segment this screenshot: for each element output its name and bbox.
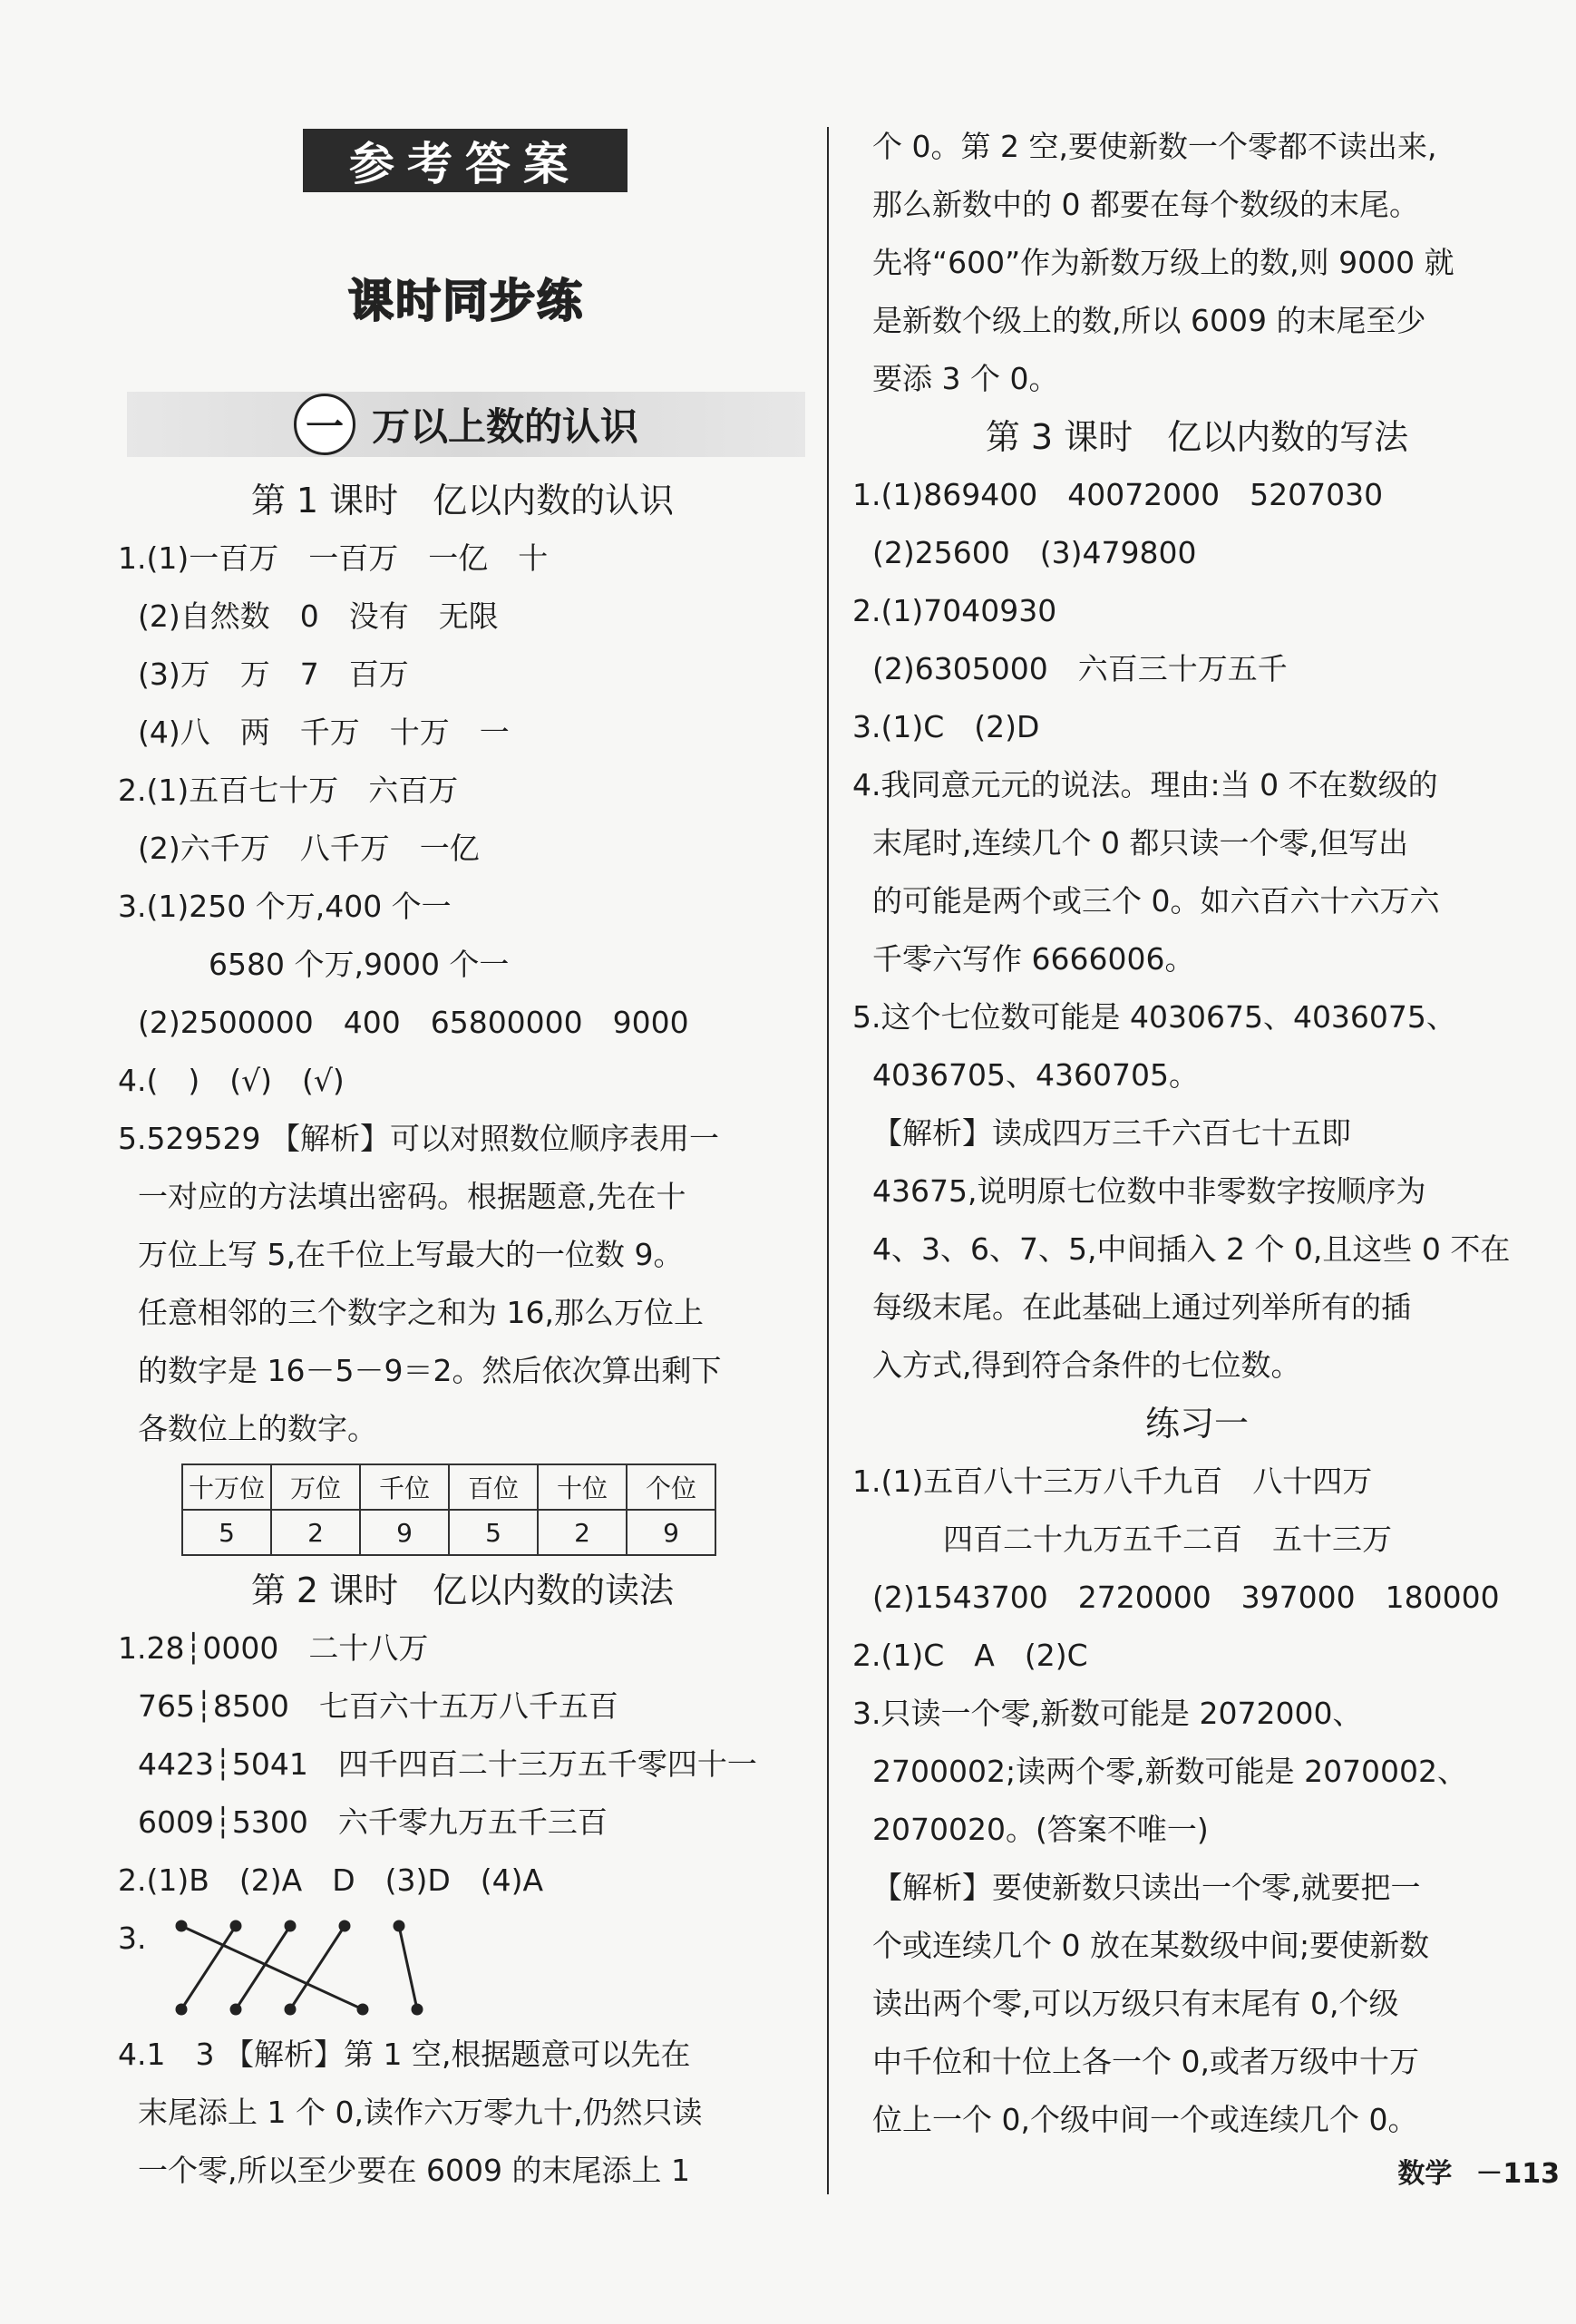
place-header: 个位 — [627, 1464, 715, 1510]
answer-line: 各数位上的数字。 — [138, 1411, 377, 1446]
answer-line: 要添 3 个 0。 — [872, 361, 1059, 396]
lesson-3-heading: 第 3 课时 亿以内数的写法 — [985, 417, 1409, 457]
place-value: 2 — [271, 1510, 360, 1555]
answer-line: 【解析】读成四万三千六百七十五即 — [872, 1115, 1351, 1151]
place-value: 2 — [538, 1510, 627, 1555]
answer-line: 4.我同意元元的说法。理由:当 0 不在数级的 — [852, 767, 1438, 802]
answer-line: 1.28┆0000 二十八万 — [118, 1630, 429, 1666]
answer-line: 4423┆5041 四千四百二十三万五千零四十一 — [138, 1746, 757, 1782]
answer-line: 6580 个万,9000 个一 — [209, 947, 510, 982]
answer-line: 2.(1)7040930 — [852, 593, 1057, 628]
subject-label: 数学 — [1397, 2158, 1453, 2190]
answer-line: 4.1 3 【解析】第 1 空,根据题意可以先在 — [118, 2037, 691, 2072]
answer-line: 一对应的方法填出密码。根据题意,先在十 — [138, 1179, 686, 1214]
place-value: 9 — [627, 1510, 715, 1555]
answer-line: 1.(1)一百万 一百万 一亿 十 — [118, 540, 549, 576]
answer-line: 4、3、6、7、5,中间插入 2 个 0,且这些 0 不在 — [872, 1231, 1511, 1267]
answer-line: 一个零,所以至少要在 6009 的末尾添上 1 — [138, 2153, 690, 2188]
place-value: 5 — [449, 1510, 538, 1555]
answer-line: 2700002;读两个零,新数可能是 2070002、 — [872, 1754, 1468, 1789]
answer-banner: 参考答案 — [303, 129, 627, 192]
answer-line: 2.(1)B (2)A D (3)D (4)A — [118, 1862, 544, 1898]
answer-line: 3. — [118, 1920, 147, 1956]
place-value: 9 — [360, 1510, 449, 1555]
answer-line: 四百二十九万五千二百 五十三万 — [943, 1522, 1392, 1557]
unit-header — [127, 392, 805, 457]
place-header: 千位 — [360, 1464, 449, 1510]
answer-line: 5.这个七位数可能是 4030675、4036075、 — [852, 999, 1456, 1035]
answer-line: 43675,说明原七位数中非零数字按顺序为 — [872, 1173, 1426, 1209]
answer-line: (2)25600 (3)479800 — [872, 535, 1197, 570]
practice-1-heading: 练习一 — [1144, 1404, 1249, 1444]
answer-line: (2)六千万 八千万 一亿 — [138, 831, 480, 866]
answer-line: (2)6305000 六百三十万五千 — [872, 651, 1288, 686]
answer-line: (4)八 两 千万 十万 一 — [138, 715, 510, 750]
answer-line: 是新数个级上的数,所以 6009 的末尾至少 — [872, 303, 1426, 338]
answer-line: (2)自然数 0 没有 无限 — [138, 598, 499, 634]
answer-line: 765┆8500 七百六十五万八千五百 — [138, 1688, 618, 1724]
answer-line: 每级末尾。在此基础上通过列举所有的插 — [872, 1289, 1411, 1325]
answer-line: 的数字是 16－5－9＝2。然后依次算出剩下 — [138, 1353, 722, 1388]
lesson-2-heading: 第 2 课时 亿以内数的读法 — [250, 1570, 675, 1610]
right-column — [852, 118, 1542, 2149]
answer-line: 入方式,得到符合条件的七位数。 — [872, 1347, 1301, 1383]
answer-line: 末尾添上 1 个 0,读作六万零九十,仍然只读 — [138, 2095, 703, 2130]
answer-line: 万位上写 5,在千位上写最大的一位数 9。 — [138, 1237, 684, 1272]
answer-line: (2)2500000 400 65800000 9000 — [138, 1005, 689, 1040]
answer-line: 4036705、4360705。 — [872, 1057, 1199, 1093]
answer-line: 1.(1)869400 40072000 5207030 — [852, 477, 1384, 512]
answer-line: 读出两个零,可以万级只有末尾有 0,个级 — [872, 1986, 1399, 2021]
place-header: 百位 — [449, 1464, 538, 1510]
answer-line: 4.( ) (√) (√) — [118, 1063, 345, 1098]
answer-line: 2070020。(答案不唯一) — [872, 1812, 1209, 1847]
answer-line: 任意相邻的三个数字之和为 16,那么万位上 — [138, 1295, 704, 1330]
matching-exercise — [118, 1910, 807, 2026]
place-header: 万位 — [271, 1464, 360, 1510]
answer-line: 中千位和十位上各一个 0,或者万级中十万 — [872, 2044, 1419, 2079]
answer-line: 的可能是两个或三个 0。如六百六十六万六 — [872, 883, 1440, 919]
answer-line: 1.(1)五百八十三万八千九百 八十四万 — [852, 1463, 1373, 1499]
answer-line: 3.只读一个零,新数可能是 2072000、 — [852, 1696, 1363, 1731]
place-header: 十万位 — [182, 1464, 271, 1510]
answer-line: 千零六写作 6666006。 — [872, 941, 1195, 977]
sync-practice-title: 课时同步练 — [348, 275, 584, 327]
unit-title: 万以上数的认识 — [371, 404, 638, 449]
matching-lines-diagram — [172, 1910, 499, 2026]
place-value: 5 — [182, 1510, 271, 1555]
place-value-table — [181, 1463, 716, 1556]
page-number: －113 — [1475, 2158, 1560, 2190]
answer-line: (3)万 万 7 百万 — [138, 656, 409, 692]
answer-line: 3.(1)250 个万,400 个一 — [118, 889, 452, 924]
answer-line: 位上一个 0,个级中间一个或连续几个 0。 — [872, 2102, 1418, 2137]
answer-line: 2.(1)C A (2)C — [852, 1638, 1088, 1673]
answer-line: 6009┆5300 六千零九万五千三百 — [138, 1804, 608, 1840]
answer-line: 那么新数中的 0 都要在每个数级的末尾。 — [872, 187, 1419, 222]
answer-line: 末尾时,连续几个 0 都只读一个零,但写出 — [872, 825, 1408, 861]
page-footer — [1397, 2151, 1560, 2191]
answer-line: 2.(1)五百七十万 六百万 — [118, 773, 459, 808]
place-header: 十位 — [538, 1464, 627, 1510]
answer-line: (2)1543700 2720000 397000 180000 — [872, 1580, 1500, 1615]
answer-line: 3.(1)C (2)D — [852, 709, 1040, 744]
unit-number: 一 — [294, 394, 355, 455]
answer-line: 个 0。第 2 空,要使新数一个零都不读出来, — [872, 129, 1437, 164]
left-column — [118, 472, 807, 2200]
column-divider — [827, 127, 829, 2194]
answer-line: 5.529529 【解析】可以对照数位顺序表用一 — [118, 1121, 719, 1156]
answer-line: 先将“600”作为新数万级上的数,则 9000 就 — [872, 245, 1454, 280]
lesson-1-heading: 第 1 课时 亿以内数的认识 — [250, 481, 675, 520]
answer-line: 个或连续几个 0 放在某数级中间;要使新数 — [872, 1928, 1430, 1963]
answer-line: 【解析】要使新数只读出一个零,就要把一 — [872, 1870, 1421, 1905]
